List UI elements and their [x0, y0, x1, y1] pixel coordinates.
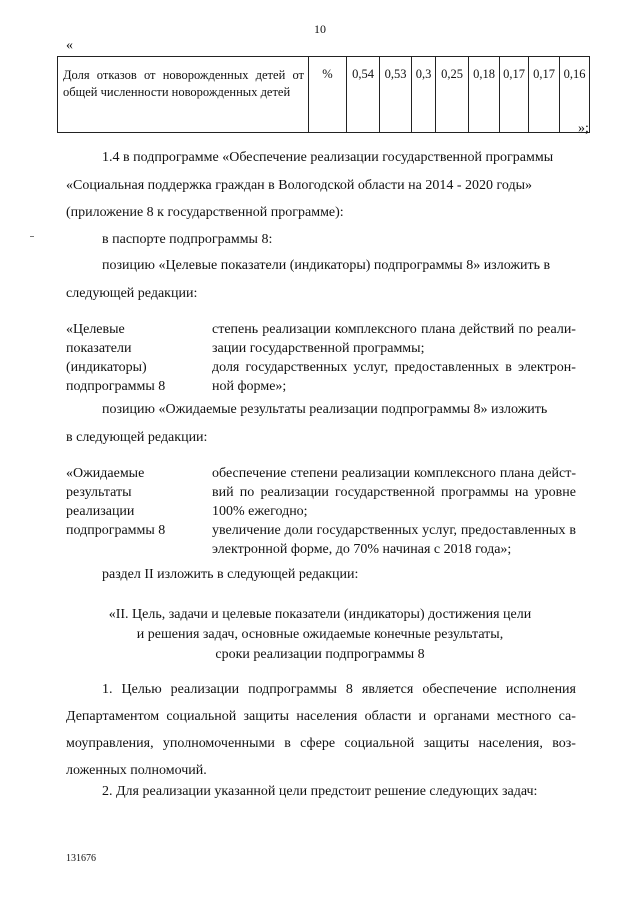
- block-2-label: [66, 464, 165, 540]
- block-1-label-line: «Целевые: [66, 322, 125, 337]
- table-cell-value: 0,16: [560, 57, 590, 133]
- block-2-label-line: «Ожидаемые: [66, 466, 145, 481]
- table-cell-value: 0,3: [412, 57, 436, 133]
- table-cell-value: 0,53: [380, 57, 412, 133]
- table-cell-label: Доля отказов от новорожденных детей от общей численности новорожденных детей: [58, 57, 309, 133]
- block-1-text-line: степень реализации комплексного плана действий по реали-: [212, 322, 576, 337]
- table-cell-value: 0,18: [469, 57, 500, 133]
- block-1-text-line: доля государственных услуг, предоставленных в электрон-: [212, 360, 576, 375]
- block-2-text: [212, 464, 576, 559]
- closing-quote: »;: [578, 121, 589, 136]
- item-1-4-line: 1.4 в подпрограмме «Обеспечение реализации государственной программы: [102, 150, 554, 165]
- paragraph-2: 2. Для реализации указанной цели предстоит решение следующих задач:: [102, 784, 538, 799]
- passport-line: в паспорте подпрограммы 8:: [102, 232, 273, 247]
- section-heading: [0, 605, 640, 665]
- opening-quote: «: [66, 38, 73, 53]
- position-1-line: позицию «Целевые показатели (индикаторы) подпрограммы 8» изложить в: [102, 258, 551, 273]
- block-1-label-line: (индикаторы): [66, 360, 147, 375]
- item-1-4-line: «Социальная поддержка граждан в Вологодской области на 2014 - 2020 годы»: [66, 178, 533, 193]
- paragraph-1: [66, 676, 576, 784]
- position-2-line: в следующей редакции:: [66, 430, 208, 445]
- block-2-label-line: подпрограммы 8: [66, 523, 166, 538]
- paragraph-1-line: 1. Целью реализации подпрограммы 8 является обеспечение исполнения: [102, 682, 576, 697]
- block-1-label-line: показатели: [66, 341, 132, 356]
- block-2-label-line: реализации: [66, 504, 135, 519]
- block-2-text-line: 100% ежегодно;: [212, 504, 308, 519]
- block-1-text: [212, 320, 576, 396]
- block-1-text-line: зации государственной программы;: [212, 341, 425, 356]
- block-2-label-line: результаты: [66, 485, 132, 500]
- table-cell-value: 0,17: [500, 57, 529, 133]
- block-2-text-line: увеличение доли государственных услуг, предоставленных в: [212, 523, 576, 538]
- item-1-4-line: (приложение 8 к государственной программе):: [66, 205, 344, 220]
- section-2-intro: раздел II изложить в следующей редакции:: [102, 567, 359, 582]
- position-2-line: позицию «Ожидаемые результаты реализации подпрограммы 8» изложить: [102, 402, 548, 417]
- block-1-label: [66, 320, 165, 396]
- block-2-text-line: вий по реализации государственной программы на уровне: [212, 485, 576, 500]
- margin-mark: [30, 236, 34, 237]
- paragraph-1-line: ложенных полномочий.: [66, 763, 207, 778]
- document-code: 131676: [66, 853, 96, 864]
- indicator-table: [57, 56, 590, 133]
- page-number: 10: [314, 22, 326, 36]
- block-2-text-line: обеспечение степени реализации комплексного плана дейст-: [212, 466, 576, 481]
- table-cell-value: 0,54: [347, 57, 380, 133]
- position-1-line: следующей редакции:: [66, 286, 198, 301]
- block-2-text-line: электронной форме, до 70% начиная с 2018 года»;: [212, 542, 512, 557]
- table-row: [58, 57, 590, 133]
- section-heading-line: и решения задач, основные ожидаемые конечные результаты,: [136, 627, 504, 642]
- table-cell-value: 0,17: [529, 57, 560, 133]
- table-cell-unit: %: [309, 57, 347, 133]
- block-1-label-line: подпрограммы 8: [66, 379, 166, 394]
- paragraph-1-line: моуправления, уполномоченными в сфере социальной защиты населения, воз-: [66, 736, 576, 751]
- table-cell-value: 0,25: [436, 57, 469, 133]
- section-heading-line: «II. Цель, задачи и целевые показатели (индикаторы) достижения цели: [108, 607, 532, 622]
- section-heading-line: сроки реализации подпрограммы 8: [215, 647, 425, 662]
- block-1-text-line: ной форме»;: [212, 379, 287, 394]
- paragraph-1-line: Департаментом социальной защиты населения области и органами местного са-: [66, 709, 576, 724]
